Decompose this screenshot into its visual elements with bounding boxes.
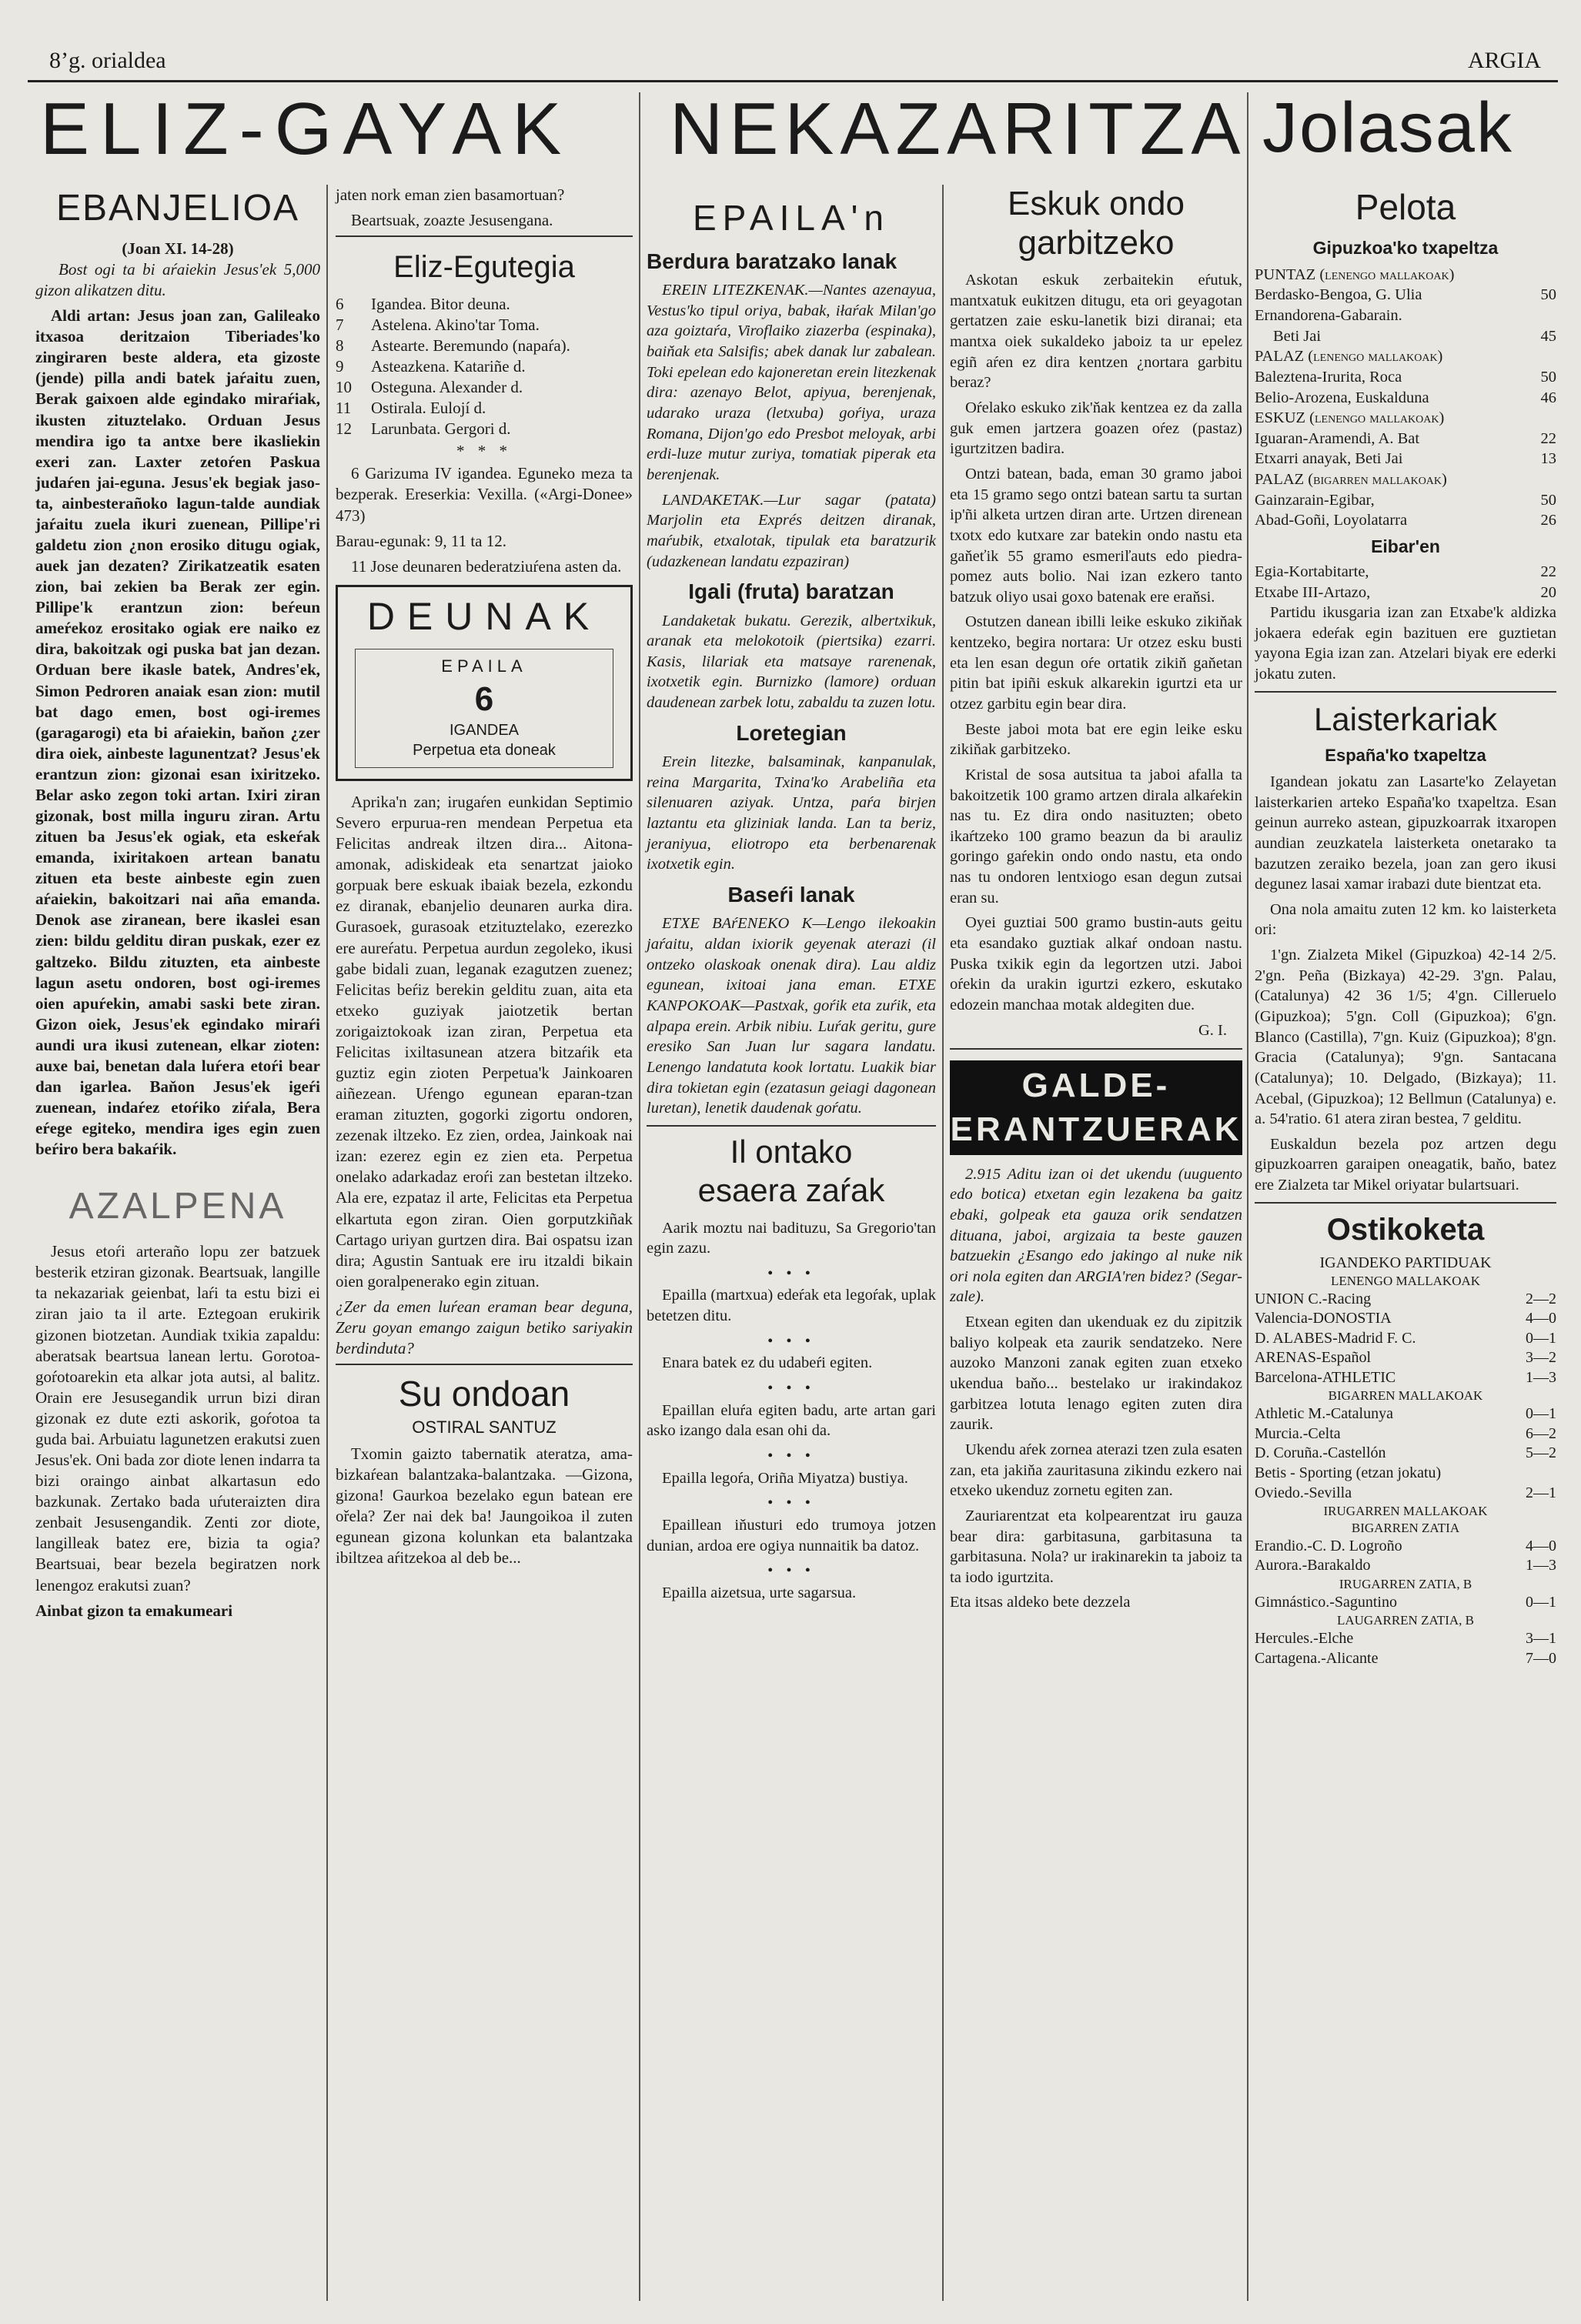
league-heading: IRUGARREN ZATIA, B — [1339, 1576, 1472, 1591]
answer: Etxean egiten dan ukenduak ez du zipitzik baliyo kolpeak eta zaurik sendatzeko. Nere auzoko Manzoni zanak egiten zuan etxeko ukendua baňo... bestelako ur irakindakoz garbitzea lotuta lenago egiten zuten dira zaurik. — [950, 1314, 1242, 1434]
deunak-quote: ¿Zer da emen luŕean eraman bear deguna, Zeru goyan emango zaigun betiko sariyakin berdinduta? — [336, 1297, 633, 1358]
calendar-row: 9 Asteazkena. Katariñe d. — [336, 356, 526, 376]
header-rule — [28, 80, 1558, 82]
result-row: Etxarri anayak, Beti Jai 13 — [1255, 450, 1556, 468]
barau-egunak: Barau-egunak: 9, 11 ta 12. — [336, 531, 506, 550]
league-heading: BIGARREN MALLAKOAK — [1328, 1388, 1483, 1404]
match-row: Valencia-DONOSTIA 4—0 — [1255, 1310, 1556, 1327]
divider — [647, 1125, 936, 1127]
subhead-loretegian: Loretegian — [736, 720, 847, 745]
esaera: Aarik moztu nai badituzu, Sa Gregorio'tan egin zazu. — [647, 1219, 936, 1257]
match-row: Aurora.-Barakaldo 1—3 — [1255, 1557, 1556, 1574]
date-box-day: 6 — [474, 680, 494, 718]
eskuk-paragraph: Beste jaboi mota bat ere egin leike esku zikiňak garbitzeko. — [950, 720, 1242, 759]
eskuk-paragraph: Askotan eskuk zerbaitekin eŕutuk, mantxatuk eukitzen ditugu, eta ori geyagotan gertatzen zaie esku-lanetik bizi diranai; eta mantxa oiek sukaldeko jaboiz ta ur epelez egiñ aŕen ez dira kentzen ¿nortara garbitu beraz? — [950, 272, 1242, 392]
result-row: Abad-Goñi, Loyolatarra 26 — [1255, 512, 1556, 529]
result-row: Beti Jai 45 — [1273, 327, 1556, 345]
paragraph-loretegian: Erein litezke, balsaminak, kanpanulak, reina Margarita, Txina'ko Arabeliña eta silenuaren aziyak. Untza, paŕa birjen laztantu eta gliziniak landa. Lan ta beriz, jeraniyua, eliotropo eta berbenarenak ixotxetik egin. — [647, 753, 936, 873]
column-ebanjelioa — [35, 185, 320, 1626]
eskuk-paragraph: Kristal de sosa autsitua ta jaboi afalla ta bakoitzetik 100 gramo artzen dirala alkaŕekin nas tu. Ez dira ondo nasituzten; obeto ikaŕtzeko 100 gramo beazun da bi arauliz goringo gaŕekin ondo ondo nastu, eta ondo nas tu ondoren lentxiogo esan degun zutsai eran su. — [950, 766, 1242, 907]
date-box-saints: Perpetua eta doneak — [413, 742, 556, 760]
eibar-subtitle: Eibar'en — [1371, 536, 1440, 557]
pelota-title: Pelota — [1355, 187, 1456, 227]
divider — [950, 1048, 1242, 1050]
ostikoketa-title: Ostikoketa — [1326, 1212, 1485, 1247]
match-row: Athletic M.-Catalunya 0—1 — [1255, 1405, 1556, 1423]
calendar-row: 8 Astearte. Beremundo (napaŕa). — [336, 336, 570, 355]
page-number: 8’g. orialdea — [49, 48, 166, 73]
epaila-title: EPAILA'n — [692, 198, 891, 238]
question: 2.915 Aditu izan oi det ukendu (uuguento edo botica) etxetan egin lezakena ba gaitz ebaki, golpeak eta gauza orik sendatzen dituana, jaboi, argizaia ta beste gauzen batzuekin ¿Esango edo jakingo al nuke nik ori nola egiten dan ARGIA'ren bidez? (Segar-zale). — [950, 1165, 1242, 1306]
pelota-subtitle: Gipuzkoa'ko txapeltza — [1312, 237, 1499, 258]
esaera: Epaillean iňusturi edo trumoya jotzen dunian, ardoa ere ogiya nunnaitik ba datoz. — [647, 1516, 936, 1554]
match-row: Hercules.-Elche 3—1 — [1255, 1629, 1556, 1647]
banner-eliz-gayak: ELIZ-GAYAK — [40, 88, 573, 170]
column-rule — [942, 185, 944, 2301]
result-row: Gainzarain-Egibar, 50 — [1255, 491, 1556, 509]
azalpena-body: Jesus etoŕi arteraño lopu zer batzuek besterik etziran gizonak. Beartsuak, langille ta nekazariak geienbat, laŕi ta estu bizi ei ziran jaio ta il arte. Eztegoan erukirik gizonen biotzetan. Aundiak txikia zapaldu: aberatsak beartsua lanean lertu. Gorotoa-goŕotoarekin eta alkar jota autsi, al balitz. Orain ere Jesusegandik urrun bizi diran gizonak ez dute ezti askorik, goŕotoa ta guda bai. Arbuiatu lagunetzen erakutsi zuen Jesus'ek. Oni bada zor diote lenen indarra ta bizi oraingo ainbat alkartasun edo bazkunak. Zertako bada uŕuteraizten dira zenbait Jesusengandik. Zenti zor diote, langilleak batez ere, bizia ta ogia? Beartsuai, bear bezela begiratzen nork lenengoz erakutsi zuan? — [35, 1242, 320, 1594]
calendar-row: 11 Ostirala. Eulojí d. — [336, 399, 486, 418]
match-row: D. Coruña.-Castellón 5—2 — [1255, 1444, 1556, 1462]
laisterkariak-title: Laisterkariak — [1313, 700, 1498, 737]
date-box-month: EPAILA — [441, 656, 527, 676]
esaera: Epailla aizetsua, urte sagarsua. — [662, 1584, 857, 1601]
esaera: Enara batek ez du udabeŕi egiten. — [662, 1354, 873, 1372]
match-row: Cartagena.-Alicante 7—0 — [1255, 1649, 1556, 1667]
column-rule — [1247, 92, 1248, 2301]
eskuk-paragraph: Oŕelako eskuko zik'ňak kentzea ez da zalla guk emen jartzera goazen oŕez (pastaz) igurtzitzen badira. — [950, 399, 1242, 458]
match-row: Gimnástico.-Saguntino 0—1 — [1255, 1593, 1556, 1611]
answer: Zauriarentzat eta kolpearentzat iru gauza bear dira: garbitasuna, garbitasuna ta garbitasuna. Nola? ur irakinarekin ta jaboiz ta ta iodo igurtzita. — [950, 1507, 1242, 1586]
galde-erantzuerak-title: GALDE-ERANTZUERAK — [950, 1060, 1242, 1154]
separator-dots: • • • — [767, 1332, 815, 1350]
paragraph-baseri: ETXE BAŕENEKO K—Lengo ilekoakin jaŕaitu, aldan ixiorik geyenak aterazi (il ontzeko olaskoak onenak dira). Lau aldiz egunean, ixitoai jana eman. ETXE KANPOKOAK—Pastxak, goŕik eta zuŕik, eta alpapa erein. Arbik nibiu. Luŕak geritu, gure eresiko San Juan lur sagara landatu. Lenengo landatuta kook lortatu. Luakik biar dira tokietan egin (ezatasun geiagi dagonean luretan), lenetik daudenak goŕatu. — [647, 915, 936, 1117]
ebanjelioa-body: Aldi artan: Jesus joan zan, Galileako itxasoa deritzaion Tiberiades'ko zingiraren beste aldera, eta gizoste (jende) pilla andi batek jaŕaitu zuen, Berak gaixoen alde egindako miraŕiak, ikusten zituztelako. Orduan Jesus mendira igo ta antxe bere ikasliekin exeri zan. Laxter zetoŕen Paskua judaŕen jai-eguna. Jesus'ek begiak jaso-ta, ainbesterañoko lagun-talde aundiak jaŕaitu zuela ikuri zuenean, Pillipe'ri galdetu zion ¿non erosiko ditugu ogiak, auek jan dezaten? Zirikatzeatik esaten zion, bai zekien ba Berak zer egin. Pillipe'k erantzun zion: beŕeun ameŕekoz erositako ogiak ere naiko ez dira, bakoitzak ogi puska bat jan dezan. Orduan bere ikasle batek, Andres'ek, Simon Pedroren anaiak esan zion: mutil bat dago emen, bost ogi-iremes (garagarogi) eta bi aŕaiekin, baňon ¿zer dira oiek, ainbeste lagunentzat? Jesus'ek erantzun zion: gizonai esan ixiritzeko. Belar asko zegon toki artan. Ixiri ziran gizonak, bost milla inguru ziran. Artu zituen ba Jesus'ek ogiak, eta eskeŕak emanda, ixiritakoen artean banatu zituen eta beste ainbeste egin zuen aŕaiekin, bakoitzari nai aña emanda. Denok ase ziranean, bere ikaslei esan zien: bildu gelditu diran puskak, ezer ez galtzeko. Bildu zituzten, eta ainbeste lagun asetu ondoren, bost ogi-iremes oien apuŕekin, amabi saski bete ziran. Gizon oiek, Jesus'ek egindako miraŕi aundi ura ikusi zutenean, elkar zioten: auxe bai, benetan dala luŕera etoŕi bear dan igarlea. Baňon Jesus'ek igeŕi zuenean, indaŕez etoŕiko ziŕala, Bera eŕege egiteko, mendira iges egin zuen beŕiro bera bakaŕik. — [35, 306, 320, 1159]
match-row: D. ALABES-Madrid F. C. 0—1 — [1255, 1329, 1556, 1347]
eskuk-paragraph: Ontzi batean, bada, eman 30 gramo jaboi eta 15 gramo sego ontzi batean sartu ta surtan ip'ñi alketa urtzen diran arte. Urtzen direnean txotx edo kutxare zar batekin ondo nastu eta gaňeťik 55 gramo esmeriľauts edo piedra-pomez auts bolio. Nai izan ezkero tanto batzuk oliyo usai goxo batenak ere eraňsi. — [950, 465, 1242, 606]
ebanjelioa-continuation: jaten nork eman zien basamortuan? — [336, 185, 565, 204]
football-results — [1255, 1273, 1556, 1668]
column-rule — [326, 185, 328, 2301]
separator-dots: • • • — [767, 1447, 815, 1464]
calendar-list — [336, 294, 633, 440]
separator-dots: • • • — [767, 1494, 815, 1512]
league-heading: IRUGARREN MALLAKOAK — [1323, 1504, 1488, 1519]
su-ondoan-title: Su ondoan — [398, 1374, 570, 1414]
column-nekazaritza — [647, 185, 936, 1608]
league-heading: BIGARREN ZATIA — [1351, 1520, 1460, 1535]
answer-last-line: Eta itsas aldeko bete dezzela — [950, 1594, 1131, 1611]
su-ondoan-body: Txomin gaizto tabernatik ateratza, ama-bizkaŕean balantzaka-balantzaka. —Gizona, gizona! Gaurkoa bezelako egun batean ere ořela? Zer nai dek ba! Jaungoikoa il zuten egunean gizona kolunkan eta balantzaka ibiltzea aŕitzekoa al deb be... — [336, 1444, 633, 1568]
match-row: Oviedo.-Sevilla 2—1 — [1255, 1484, 1556, 1501]
result-row: Belio-Arozena, Euskalduna 46 — [1255, 389, 1556, 406]
deunak-body: Aprika'n zan; irugaŕen eunkidan Septimio Severo erpurua-ren mendean Perpetua eta Felicitas andreak iltzen dira... Aitona-amonak, adiskideak eta senartzat jaioko gorpuak bere eskuak ibaiak bezela, ezkondu ez diranak, ebanjelio deunaren aurka dira. Gurasoek, gurasoak etzituztelako, ezerezko ere aureŕatu. Perpetua aurdun zegoleko, ikusi gabe bidali zuan, leganak ezagutzen zuenez; Felicitas beŕiz berekin gelditu zuan, aita eta etxeko guziyak jaiotzetik bertan zorigaiztokoak izan ziran, Perpetua eta Felicitas ixiltasunean atzera bitzaŕik eta guztiz egin zioten Perpetua'k Jainkoaren aiñezean. Uŕengo egunean eparan-tzan eraman zituzten, gogorki zigortu ondoren, zezenak iltzeko. Ez zien, ordea, Jainkoak nai izan: ezerez egin ez zien eta. Perpetua onelako adarkadaz eroŕi zan bestetan iltzeko. Ala ere, ezpataz il arte, Felicitas eta Perpetua elkartuta egon ziran. Oien gorputzkiñak Cartago uriyan gurtzen dira. Bai ospatsu izan dira; Agustin Santuak ere iru itzaldi bikain oien goralpenerako egin zituan. — [336, 792, 633, 1291]
subhead-berdura: Berdura baratzako lanak — [647, 249, 897, 273]
separator-stars: * * * — [456, 442, 512, 461]
column-egutegia — [336, 185, 633, 1573]
ebanjelioa-title: EBANJELIOA — [55, 188, 300, 229]
banner-nekazaritza: NEKAZARITZA — [670, 88, 1247, 170]
match-row: Murcia.-Celta 6—2 — [1255, 1424, 1556, 1442]
eskuk-title: Eskuk ondo garbitzeko — [1008, 185, 1185, 262]
ostikoketa-subtitle: IGANDEKO PARTIDUAK — [1319, 1254, 1492, 1271]
calendar-row: 6 Igandea. Bitor deuna. — [336, 294, 510, 313]
azalpena-last-line: Ainbat gizon ta emakumeari — [35, 1601, 233, 1620]
calendar-row: 7 Astelena. Akino'tar Toma. — [336, 315, 540, 334]
laisterkariak-paragraph: Ona nola amaitu zuten 12 km. ko laisterketa ori: — [1255, 900, 1556, 939]
laisterkariak-paragraph: Igandean jokatu zan Lasarte'ko Zelayetan laisterkarien arteko España'ko txapeltza. Esan geinun aurreko astean, gipuzkoarrak itxaropen aundian zeuzkatela laisterketa onetarako ta bazutzen zeraiko bezela, joan zan gero ikusi degunez lasai xamar irabazi dute bientzat eta. — [1255, 773, 1556, 893]
laisterkariak-paragraph: Euskaldun bezela poz artzen degu gipuzkoarren garaipen oneagatik, baňo, batez ere Zialzeta tar Mikel oriyatar bulartsuari. — [1255, 1135, 1556, 1194]
calendar-row: 10 Osteguna. Alexander d. — [336, 378, 523, 397]
eibar-paragraph: Partidu ikusgaria izan zan Etxabe'k aldizka jokaera edeŕak egin bazituen ere guztietan yayona Egia izan zan. Atzelari biyak ere ederki jokatu zuten. — [1255, 604, 1556, 683]
su-ondoan-subtitle: OSTIRAL SANTUZ — [412, 1417, 557, 1437]
divider — [336, 1364, 633, 1365]
ebanjelioa-closing: Beartsuak, zoazte Jesusengana. — [351, 211, 553, 230]
paragraph-igali: Landaketak bukatu. Gerezik, albertxikuk, aranak eta melokotoik (piertsika) ezarri. Kasis, lilariak eta matsaye rarenenak, ixotxetik egin. Burnizko (lamore) orduan daudenean zarbek lotu, zabaldu ta zuzen lotu. — [647, 612, 936, 712]
banner-jolasak: Jolasak — [1262, 88, 1513, 167]
match-row: ARENAS-Español 3—2 — [1255, 1349, 1556, 1367]
eskuk-paragraph: Ostutzen danean ibilli leike eskuko zikiňak kentzeko, begira nortara: Ur otzez esku busti eta len esan degun oŕe ortatik zikiň gaňetan pitin bat ipiñi eskuk alkarekin igurtzi eta ur otzez garbitu egin bear dira. — [950, 613, 1242, 713]
deunak-title: DEUNAK — [366, 594, 602, 638]
esaera: Epaillan eluŕa egiten badu, arte artan gari asko izango dala esan ohi da. — [647, 1401, 936, 1440]
ebanjelioa-reference: (Joan XI. 14-28) — [122, 239, 234, 258]
subhead-baseri: Baseŕi lanak — [727, 882, 855, 907]
divider — [336, 235, 633, 237]
deunak-box — [336, 585, 633, 781]
esaera: Epailla legoŕa, Oriña Miyatza) bustiya. — [662, 1469, 908, 1487]
separator-dots: • • • — [767, 1562, 815, 1580]
match-row: Erandio.-C. D. Logroño 4—0 — [1255, 1537, 1556, 1554]
result-row: PALAZ (bigarren mallakoak) — [1255, 471, 1447, 489]
eskuk-paragraph: Oyei guztiai 500 gramo bustin-auts geitu eta esandako guztiak alkaŕ ondoan nastu. Puska txikik egin da legortzen utzi. Jaboi oŕekin da urakin igurtzi ezkero, eskutako edozein manchaa motak aldegiten due. — [950, 914, 1242, 1013]
column-rule — [639, 92, 640, 2301]
newspaper-title: ARGIA — [1468, 48, 1541, 73]
calendar-row: 12 Larunbata. Gergori d. — [336, 419, 511, 439]
answer: Ukendu aŕek zornea aterazi tzen zula esaten zan, eta jakiňa zauritasuna zikindu ezkero nai etxeko ukenduz zornetu egiten zan. — [950, 1441, 1242, 1500]
result-row: Etxabe III-Artazo, 20 — [1255, 583, 1556, 601]
garizuma-note: 6 Garizuma IV igandea. Eguneko meza ta bezperak. Ereserkia: Vexilla. («Argi-Donee» 473) — [336, 464, 633, 525]
eliz-egutegia-title: Eliz-Egutegia — [393, 250, 575, 285]
result-row: Egia-Kortabitarte, 22 — [1255, 563, 1556, 580]
result-row: ESKUZ (lenengo mallakoak) — [1255, 409, 1445, 427]
subhead-igali: Igali (fruta) baratzan — [688, 579, 894, 604]
result-row: Berdasko-Bengoa, G. Ulia 50 — [1255, 286, 1556, 304]
date-box-weekday: IGANDEA — [449, 722, 520, 740]
ebanjelioa-intro: Bost ogi ta bi aŕaiekin Jesus'ek 5,000 gizon alikatzen ditu. — [35, 259, 320, 300]
paragraph-landaketak: LANDAKETAK.—Lur sagar (patata) Marjolin eta Exprés deitzen diranak, maŕubik, etxalotak, tipulak eta baratzurik (udazkenean landatu ezpaziran) — [647, 491, 936, 570]
separator-dots: • • • — [767, 1264, 815, 1282]
column-eskuk — [950, 185, 1242, 1618]
jose-note: 11 Jose deunaren bederatziuŕena asten da. — [351, 556, 622, 576]
match-row: Betis - Sporting (etzan jokatu) — [1255, 1464, 1442, 1481]
esaera-title: Il ontako esaera zaŕak — [697, 1133, 885, 1209]
result-row: Baleztena-Irurita, Roca 50 — [1255, 368, 1556, 386]
laisterkariak-subtitle: España'ko txapeltza — [1325, 746, 1486, 766]
esaera: Epailla (martxua) edeŕak eta legoŕak, uplak betetzen ditu. — [647, 1287, 936, 1325]
result-row: Iguaran-Aramendi, A. Bat 22 — [1255, 429, 1556, 447]
match-row: UNION C.-Racing 2—2 — [1255, 1290, 1556, 1307]
laisterkariak-results: 1'gn. Zialzeta Mikel (Gipuzkoa) 42-14 2/5. 2'gn. Peña (Bizkaya) 42-29. 3'gn. Palau, (Catalunya) 42 36 1/5; 4'gn. Cilleruelo (Gipuzkoa); 5'gn. Coll (Gipuzkoa); 6'gn. Blanco (Castilla), 7'gn. Kuiz (Gipuzkoa); 8'gn. Gracia (Catalunya); 9'gn. Santacana (Catalunya); 10. Delgado, (Bizkaya); 11. Acebal, (Gipuzkoa); 12 Bellmun (Catalunya) e. a. 54'ratio. 61 atera ziran bestea, 7 gelditu. — [1255, 947, 1556, 1128]
column-jolasak — [1255, 185, 1556, 1668]
divider — [1255, 691, 1556, 693]
pelota-results — [1255, 265, 1556, 531]
league-heading: LENENGO MALLAKOAK — [1330, 1273, 1481, 1288]
signature: G. I. — [1198, 1021, 1227, 1039]
date-box — [355, 649, 613, 768]
divider — [1255, 1202, 1556, 1204]
match-row: Barcelona-ATHLETIC 1—3 — [1255, 1368, 1556, 1386]
result-row: PALAZ (lenengo mallakoak) — [1255, 348, 1443, 366]
league-heading: LAUGARREN ZATIA, B — [1336, 1613, 1475, 1628]
azalpena-title: AZALPENA — [69, 1186, 287, 1227]
separator-dots: • • • — [767, 1380, 815, 1397]
paragraph-erein: EREIN LITEZKENAK.—Nantes azenayua, Vestus'ko tipul oriya, babak, iłaŕak Milan'go aza goiztaŕa, Viroflaiko ziazerba (espinaka), baiňak eta Salsifis; abek danak lur zabalean. Toki epelean edo kajoneretan erein litezkenak dira: azenayo Belot, apiyua, berenjenak, udarako uraza (letxuba) goŕiya, uraza Romana, Dijon'go edo Presbot meloyak, arbi erdi-luze mutur zuriya, tomatiak piperak eta berenjenak. — [647, 282, 936, 483]
result-row: Ernandorena-Gabarain. — [1255, 306, 1402, 324]
result-row: PUNTAZ (lenengo mallakoak) — [1255, 265, 1455, 283]
